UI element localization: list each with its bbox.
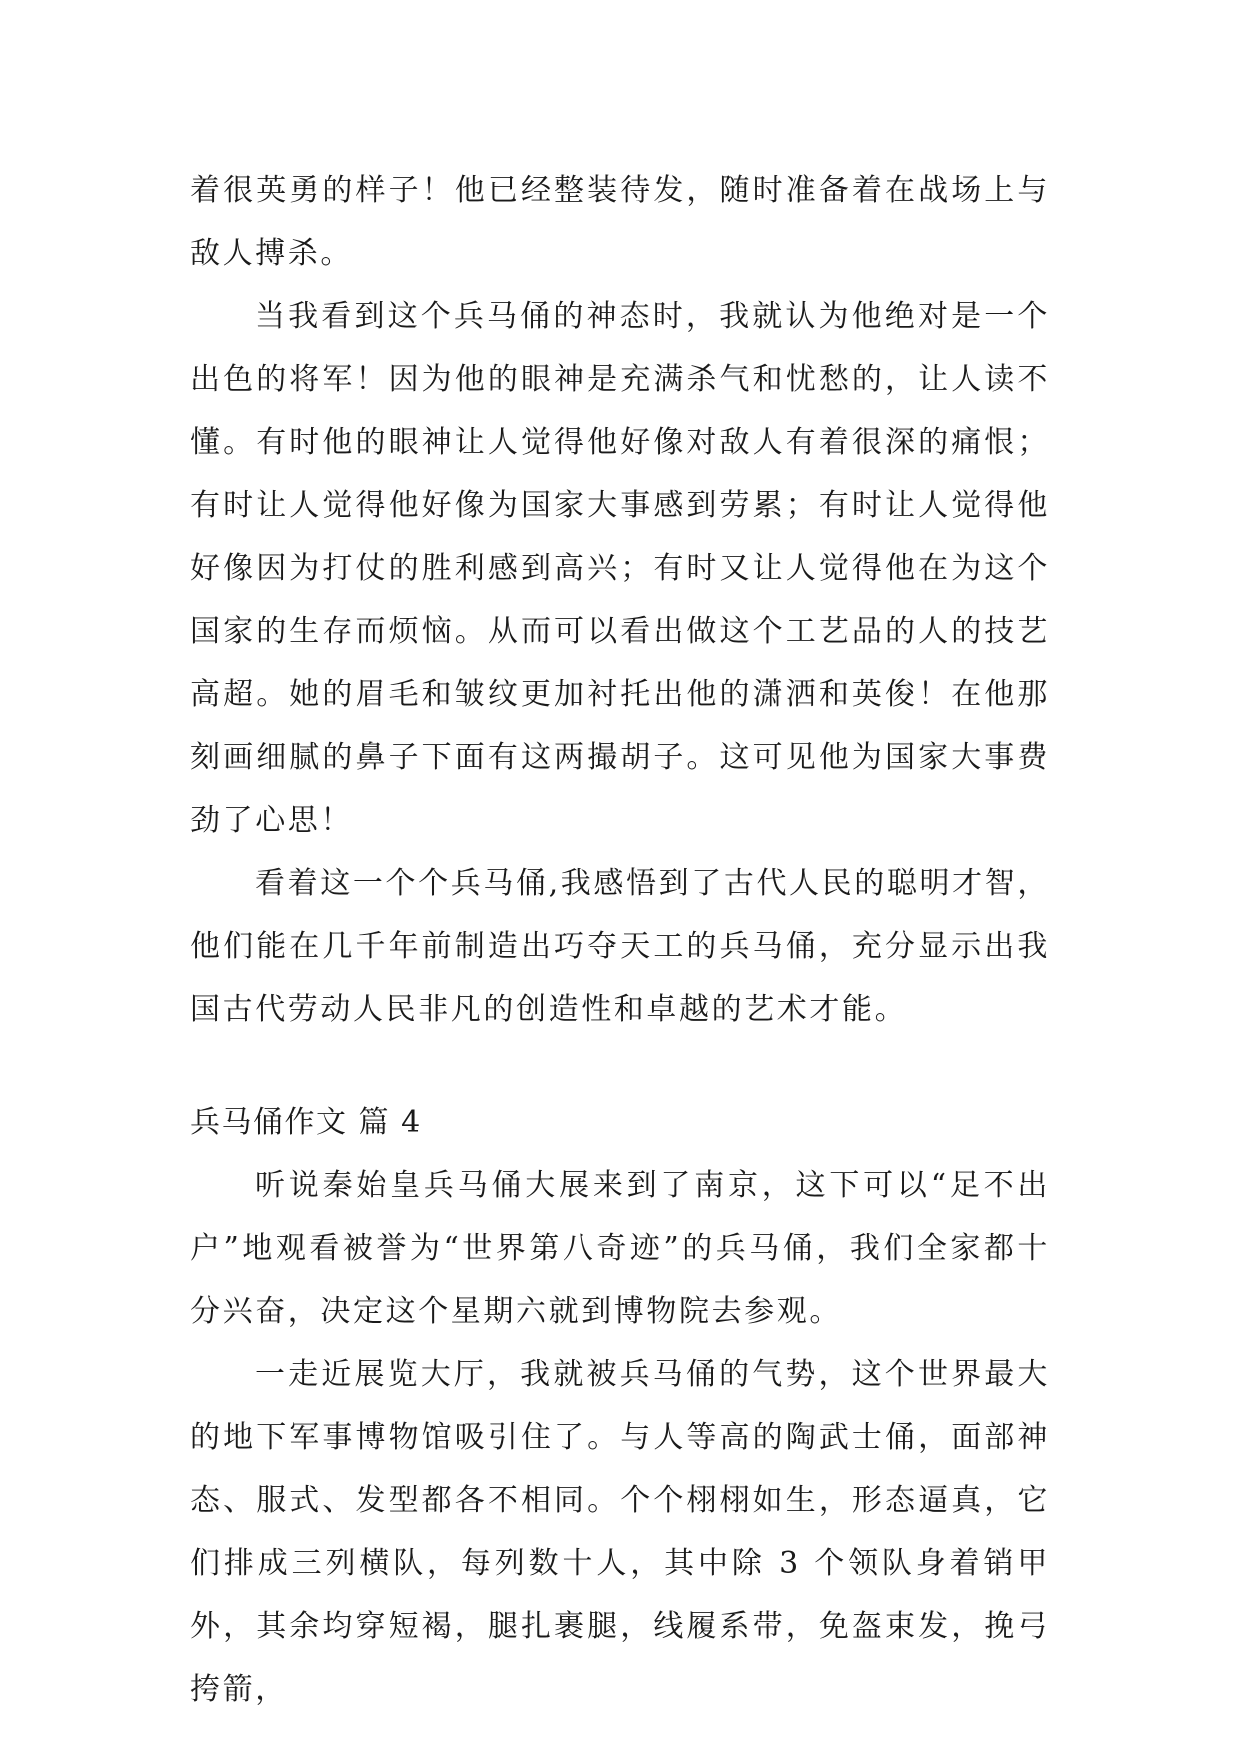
paragraph-2: 当我看到这个兵马俑的神态时，我就认为他绝对是一个出色的将军！因为他的眼神是充满杀气和忧愁的，让人读不懂。有时他的眼神让人觉得他好像对敌人有着很深的痛恨；有时让人觉得他好像为国家大事感到劳累；有时让人觉得他好像因为打仗的胜利感到高兴；有时又让人觉得他在为这个国家的生存而烦恼。从而可以看出做这个工艺品的人的技艺高超。她的眉毛和皱纹更加衬托出他的潇洒和英俊！在他那刻画细腻的鼻子下面有这两撮胡子。这可见他为国家大事费劲了心思！ xyxy=(190,299,1050,838)
paragraph-4: 听说秦始皇兵马俑大展来到了南京，这下可以“足不出户”地观看被誉为“世界第八奇迹”的兵马俑，我们全家都十分兴奋，决定这个星期六就到博物院去参观。 xyxy=(190,1168,1050,1329)
section-heading: 兵马俑作文 篇 4 xyxy=(190,1105,422,1140)
paragraph-5: 一走近展览大厅，我就被兵马俑的气势，这个世界最大的地下军事博物馆吸引住了。与人等高的陶武士俑，面部神态、服式、发型都各不相同。个个栩栩如生，形态逼真，它们排成三列横队，每列数十人，其中除 3 个领队身着销甲外，其余均穿短褐，腿扎裹腿，线履系带，免盔束发，挽弓挎箭， xyxy=(190,1357,1050,1707)
paragraph-1: 着很英勇的样子！他已经整装待发，随时准备着在战场上与敌人搏杀。 xyxy=(190,173,1050,271)
document-body xyxy=(190,159,1050,1721)
paragraph-3: 看着这一个个兵马俑,我感悟到了古代人民的聪明才智，他们能在几千年前制造出巧夺天工的兵马俑，充分显示出我国古代劳动人民非凡的创造性和卓越的艺术才能。 xyxy=(190,866,1050,1027)
